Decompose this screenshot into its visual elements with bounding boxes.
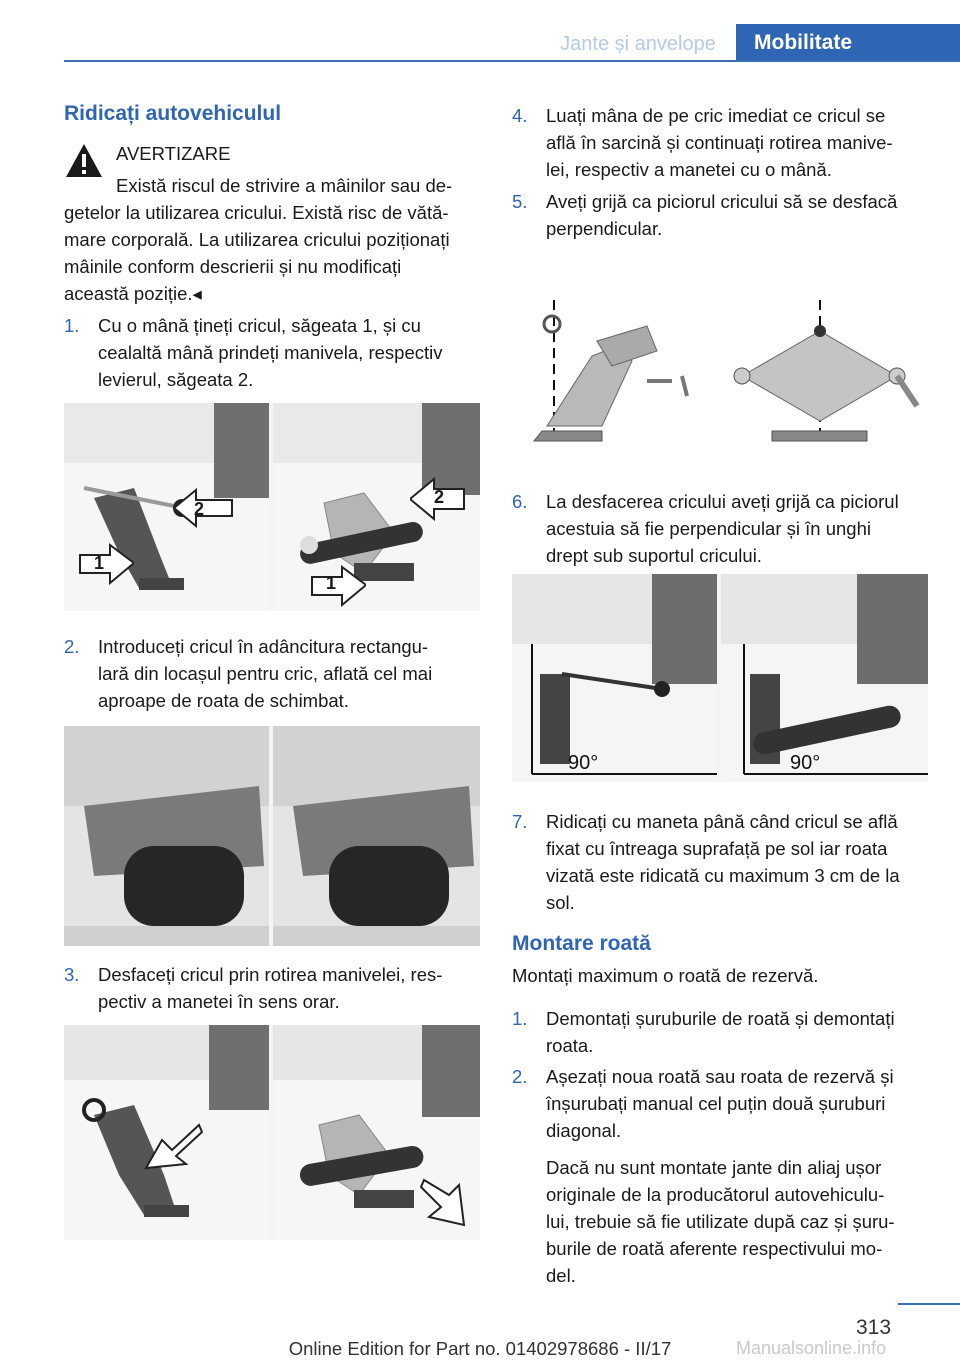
step-number: 2. [64, 636, 80, 657]
arrow-label: 2 [194, 499, 205, 519]
rotation-arrow-icon [144, 1120, 204, 1170]
arrow-label: 2 [434, 487, 445, 507]
step-text-line: Demontați șuruburile de roată și demontați [546, 1008, 895, 1029]
step-number: 3. [64, 964, 80, 985]
tab-chapter-mobility: Mobilitate [736, 24, 960, 62]
step-text-line: drept sub suportul cricului. [546, 545, 762, 566]
arrow-label: 1 [326, 573, 337, 593]
step-text-line: Desfaceți cricul prin rotirea manivelei, res- [98, 964, 443, 985]
note-text-line: del. [546, 1265, 576, 1286]
note-text-line: burile de roată aferente respectivului mo- [546, 1238, 883, 1259]
step-text-line: Aveți grijă ca piciorul cricului să se desfacă [546, 191, 898, 212]
footer-rule [898, 1303, 960, 1305]
warning-title: AVERTIZARE [116, 143, 231, 164]
step-number: 1. [512, 1008, 528, 1029]
warning-text-4: mâinile conform descrierii și nu modificați [64, 256, 402, 277]
step-text-line: lară din locașul pentru cric, aflată cel mai [98, 663, 433, 684]
step-text-line: vizată este ridicată cu maximum 3 cm de la [546, 865, 900, 886]
step-text-line: roata. [546, 1035, 594, 1056]
step-text-line: înșurubați manual cel puțin două șuruburi [546, 1093, 886, 1114]
step-text-line: Cu o mână țineți cricul, săgeata 1, și cu [98, 315, 421, 336]
step-text-line: fixat cu întreaga suprafață pe sol iar roata [546, 838, 888, 859]
step-number: 7. [512, 811, 528, 832]
section-intro: Montați maximum o roată de rezervă. [512, 965, 819, 986]
page-number: 313 [856, 1316, 892, 1339]
warning-text-3: mare corporală. La utilizarea cricului poziționați [64, 229, 450, 250]
arrow-1-icon [78, 543, 134, 587]
section-heading-mount-wheel: Montare roată [512, 932, 651, 955]
step-text-line: Ridicați cu maneta până când cricul se află [546, 811, 898, 832]
arrow-label: 1 [94, 553, 105, 573]
step-text-line: Introduceți cricul în adâncitura rectangu- [98, 636, 429, 657]
warning-text-2: getelor la utilizarea cricului. Există risc de vătă- [64, 202, 449, 223]
step-number: 5. [512, 191, 528, 212]
step-text-line: acestuia să fie perpendicular și în unghi [546, 518, 871, 539]
tab-section-wheels-tires: Jante și anvelope [560, 33, 716, 55]
step-text-line: perpendicular. [546, 218, 663, 239]
edition-note: Online Edition for Part no. 01402978686 - II/17 [288, 1338, 672, 1359]
step-text-line: diagonal. [546, 1120, 622, 1141]
step-text-line: aproape de roata de schimbat. [98, 690, 349, 711]
rotation-arrow-icon [419, 1175, 469, 1230]
figure-jack-right-angle [512, 574, 928, 782]
step-text-line: Așezați noua roată sau roata de rezervă și [546, 1066, 894, 1087]
step-number: 2. [512, 1066, 528, 1087]
step-number: 1. [64, 315, 80, 336]
figure-jack-unfold-clockwise [64, 1025, 480, 1240]
note-text-line: originale de la producătorul autovehiculu- [546, 1184, 885, 1205]
step-text-line: levierul, săgeata 2. [98, 369, 254, 390]
step-text-line: sol. [546, 892, 575, 913]
note-text-line: lui, trebuie să fie utilizate după caz și șuru- [546, 1211, 895, 1232]
warning-text-1: Există riscul de strivire a mâinilor sau de- [116, 175, 453, 196]
warning-triangle-icon [64, 142, 104, 180]
step-text-line: La desfacerea cricului aveți grijă ca piciorul [546, 491, 899, 512]
step-text-line: află în sarcină și continuați rotirea manive- [546, 132, 893, 153]
angle-label: 90° [790, 752, 821, 774]
angle-label: 90° [568, 752, 599, 774]
step-text-line: lei, respectiv a manetei cu o mână. [546, 159, 832, 180]
step-text-line: Luați mâna de pe cric imediat ce cricul se [546, 105, 886, 126]
figure-jack-perpendicular-diagram [512, 296, 928, 446]
step-text-line: pectiv a manetei în sens orar. [98, 991, 340, 1012]
warning-text-5: această poziție.◂ [64, 283, 202, 304]
figure-jack-hold-crank [64, 403, 480, 611]
section-heading-raise-vehicle: Ridicați autovehiculul [64, 102, 282, 125]
note-text-line: Dacă nu sunt montate jante din aliaj ușor [546, 1157, 882, 1178]
header-rule [64, 60, 960, 62]
step-number: 6. [512, 491, 528, 512]
arrow-1-icon [310, 565, 366, 607]
figure-jack-insert-recess [64, 726, 480, 946]
step-number: 4. [512, 105, 528, 126]
step-text-line: cealaltă mână prindeți manivela, respectiv [98, 342, 443, 363]
watermark: Manualsonline.info [736, 1338, 887, 1358]
